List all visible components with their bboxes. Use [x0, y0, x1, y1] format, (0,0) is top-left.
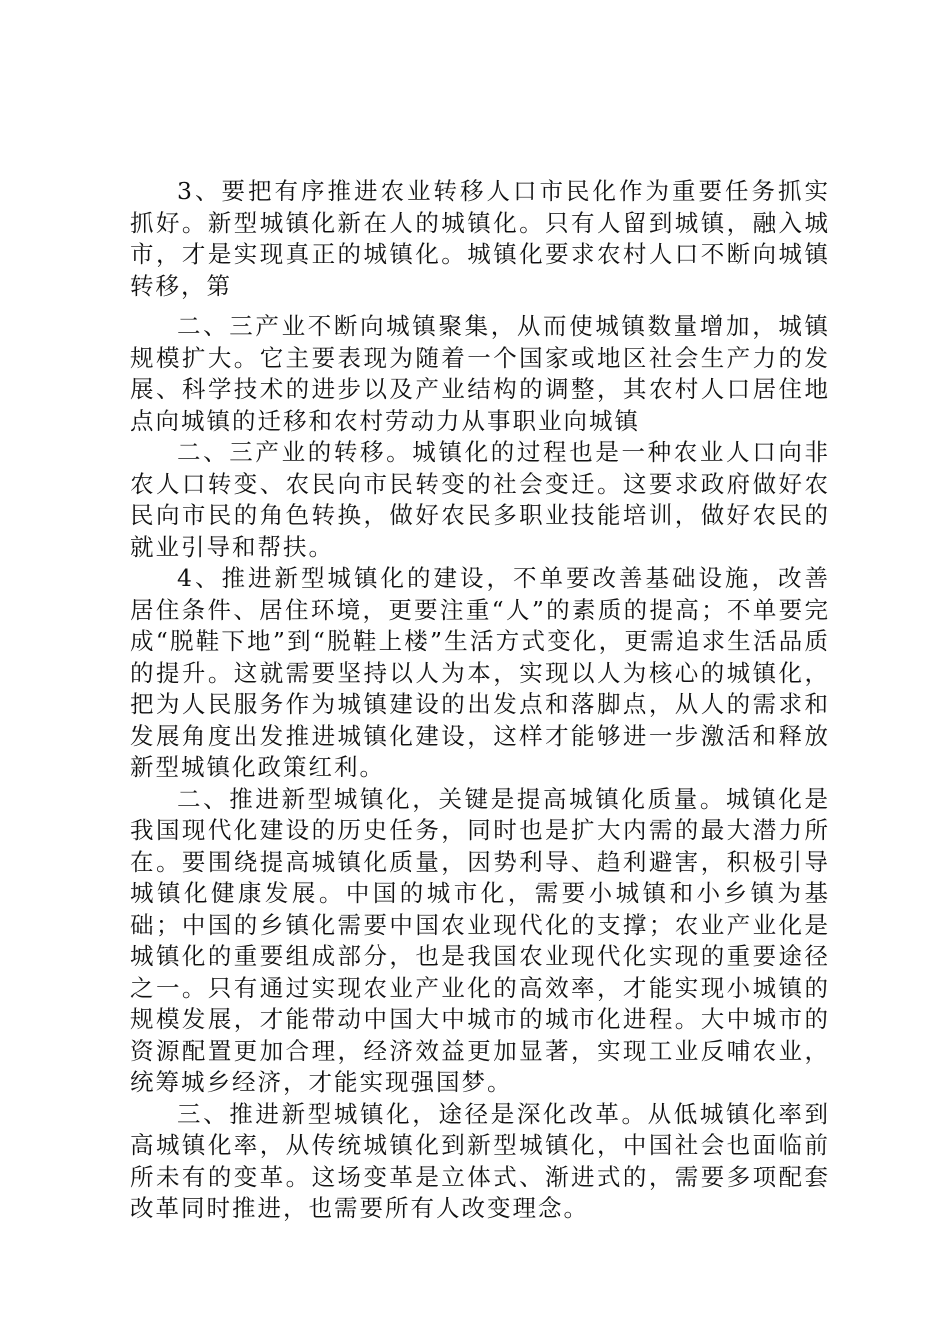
paragraph-4: 4、推进新型城镇化的建设，不单要改善基础设施，改善居住条件、居住环境，更要注重“人”的素质的提高；不单要完成“脱鞋下地”到“脱鞋上楼”生活方式变化，更需追求生活品质的提升。这就需要坚持以人为本，实现以人为核心的城镇化，把为人民服务作为城镇建设的出发点和落脚点，从人的需求和发展角度出发推进城镇化建设，这样才能够进一步激活和释放新型城镇化政策红利。 [130, 564, 830, 781]
document-body [130, 176, 830, 1225]
paragraph-5: 二、推进新型城镇化，关键是提高城镇化质量。城镇化是我国现代化建设的历史任务，同时也是扩大内需的最大潜力所在。要围绕提高城镇化质量，因势利导、趋利避害，积极引导城镇化健康发展。中国的城市化，需要小城镇和小乡镇为基础；中国的乡镇化需要中国农业现代化的支撑；农业产业化是城镇化的重要组成部分，也是我国农业现代化实现的重要途径之一。只有通过实现农业产业化的高效率，才能实现小城镇的规模发展，才能带动中国大中城市的城市化进程。大中城市的资源配置更加合理，经济效益更加显著，实现工业反哺农业，统筹城乡经济，才能实现强国梦。 [130, 784, 830, 1096]
paragraph-6: 三、推进新型城镇化，途径是深化改革。从低城镇化率到高城镇化率，从传统城镇化到新型城镇化，中国社会也面临前所未有的变革。这场变革是立体式、渐进式的，需要多项配套改革同时推进，也需要所有人改变理念。 [130, 1099, 830, 1222]
paragraph-2: 二、三产业不断向城镇聚集，从而使城镇数量增加，城镇规模扩大。它主要表现为随着一个国家或地区社会生产力的发展、科学技术的进步以及产业结构的调整，其农村人口居住地点向城镇的迁移和农村劳动力从事职业向城镇 [130, 312, 830, 435]
paragraph-3: 二、三产业的转移。城镇化的过程也是一种农业人口向非农人口转变、农民向市民转变的社会变迁。这要求政府做好农民向市民的角色转换，做好农民多职业技能培训，做好农民的就业引导和帮扶。 [130, 438, 830, 561]
paragraph-1: 3、要把有序推进农业转移人口市民化作为重要任务抓实抓好。新型城镇化新在人的城镇化。只有人留到城镇，融入城市，才是实现真正的城镇化。城镇化要求农村人口不断向城镇转移，第 [130, 177, 830, 300]
